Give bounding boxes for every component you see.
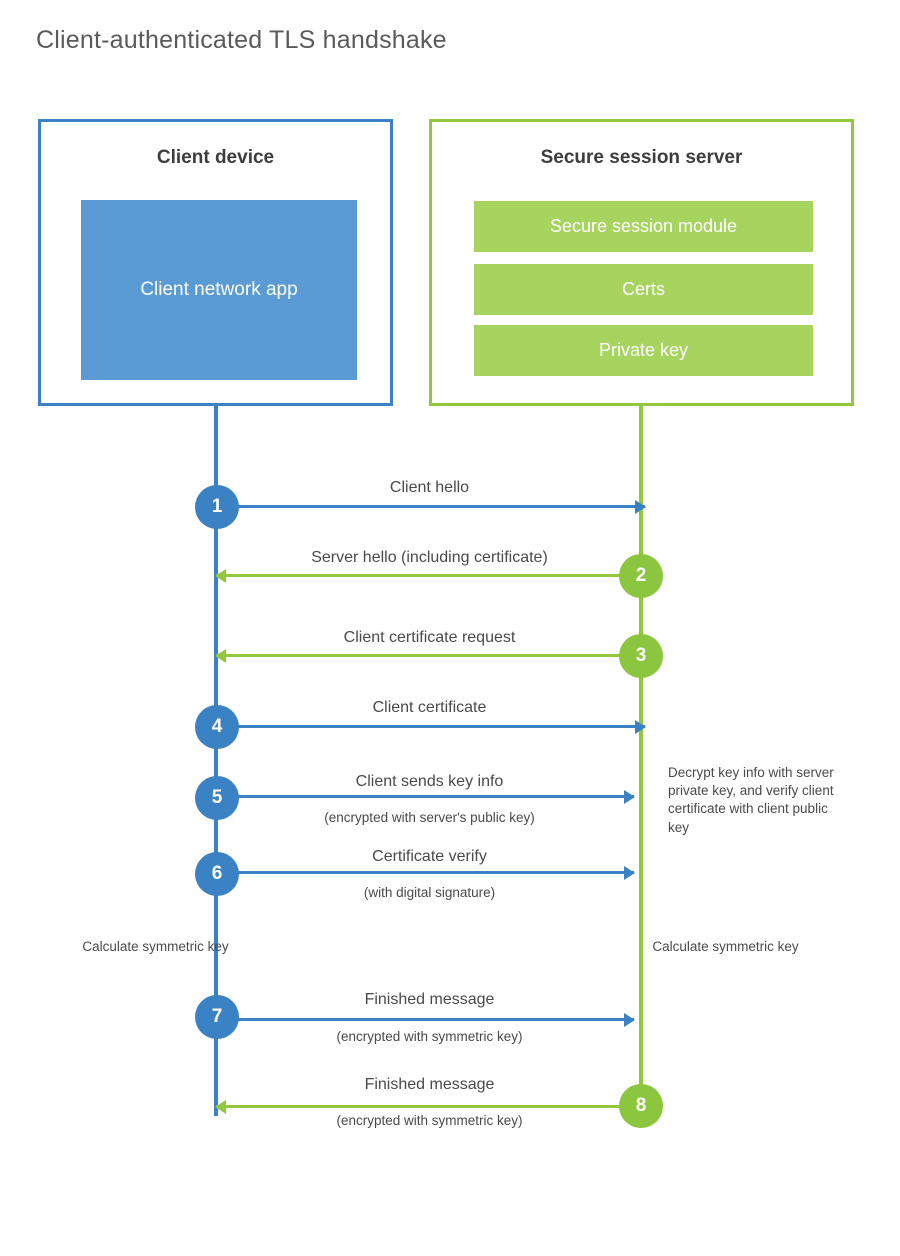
server-component-private-key: Private key	[474, 325, 813, 376]
sublabel-step-7: (encrypted with symmetric key)	[336, 1029, 523, 1044]
arrow-step-2	[216, 574, 641, 577]
step-circle-5: 5	[195, 776, 239, 820]
step-circle-1: 1	[195, 485, 239, 529]
step-circle-6: 6	[195, 852, 239, 896]
client-device-title: Client device	[156, 147, 275, 168]
label-step-8: Finished message	[364, 1076, 495, 1093]
label-step-4: Client certificate	[372, 699, 487, 716]
note-server-decrypt: Decrypt key info with server private key, and verify client certificate with client public key	[668, 765, 834, 835]
step-circle-3: 3	[619, 634, 663, 678]
label-step-7: Finished message	[364, 991, 495, 1008]
note-client-calculate-symmetric-key: Calculate symmetric key	[82, 939, 229, 954]
arrow-step-6	[216, 871, 634, 874]
step-circle-4: 4	[195, 705, 239, 749]
secure-session-server-title: Secure session server	[540, 147, 743, 168]
client-device-box	[38, 119, 393, 406]
step-circle-7: 7	[195, 995, 239, 1039]
server-component-certs: Certs	[474, 264, 813, 315]
arrow-step-4	[216, 725, 645, 728]
label-step-3: Client certificate request	[343, 629, 516, 646]
arrow-step-3	[216, 654, 641, 657]
label-step-1: Client hello	[389, 479, 470, 496]
note-server-calculate-symmetric-key: Calculate symmetric key	[652, 939, 799, 954]
step-circle-8: 8	[619, 1084, 663, 1128]
arrow-step-8	[216, 1105, 641, 1108]
arrow-step-5	[216, 795, 634, 798]
label-step-5: Client sends key info	[355, 773, 504, 790]
arrow-step-1	[216, 505, 645, 508]
label-step-6: Certificate verify	[372, 848, 487, 865]
sublabel-step-6: (with digital signature)	[363, 885, 496, 900]
page-title: Client-authenticated TLS handshake	[36, 26, 447, 54]
sublabel-step-8: (encrypted with symmetric key)	[336, 1113, 523, 1128]
secure-session-server-box	[429, 119, 854, 406]
server-component-secure-session-module: Secure session module	[474, 201, 813, 252]
sublabel-step-5: (encrypted with server's public key)	[324, 810, 535, 825]
label-step-2: Server hello (including certificate)	[311, 549, 548, 566]
arrow-step-7	[216, 1018, 634, 1021]
client-network-app: Client network app	[81, 200, 357, 380]
step-circle-2: 2	[619, 554, 663, 598]
